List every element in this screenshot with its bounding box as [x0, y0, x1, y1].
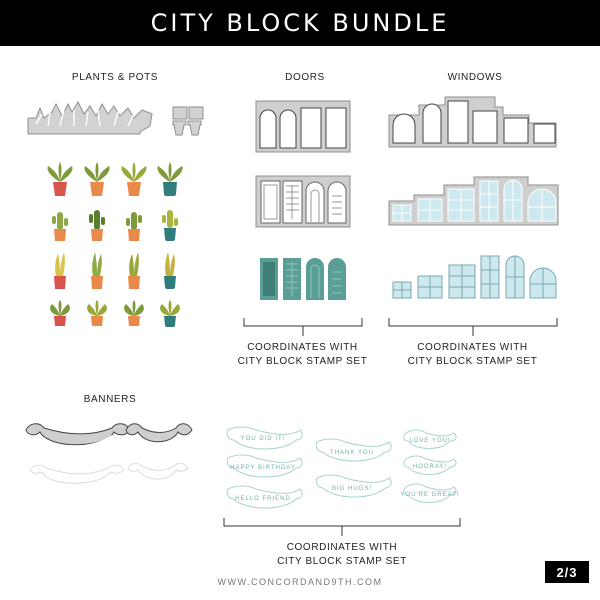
- window-stamped-blue: [393, 256, 556, 298]
- plant-item: [85, 162, 110, 196]
- windows-coordinates-line2: CITY BLOCK STAMP SET: [407, 356, 538, 367]
- banner-sentiment: THANK YOU: [330, 450, 374, 456]
- plant-item: [89, 210, 105, 241]
- sentiment-banners: [227, 427, 459, 508]
- window-dies-outline: [389, 97, 556, 147]
- plant-item: [128, 252, 140, 289]
- plant-item: [50, 300, 70, 326]
- banner-sentiment: YOU DID IT!: [240, 436, 286, 442]
- door-stamped-teal: [260, 258, 346, 300]
- windows-bracket: [389, 318, 557, 336]
- banner-sentiment: LOVE YOU!: [409, 438, 451, 444]
- footer-website-url: WWW.CONCORDAND9TH.COM: [217, 577, 383, 587]
- plant-item: [124, 300, 144, 326]
- page-indicator-badge: 2/3: [545, 561, 589, 583]
- banner-dies-outline: [26, 424, 192, 447]
- window-dies-detail: [389, 177, 558, 225]
- banner-sentiment: YOU'RE GREAT!: [400, 492, 460, 498]
- doors-coordinates-line1: COORDINATES WITH: [247, 342, 358, 353]
- plant-item: [54, 252, 66, 289]
- section-label-plants-pots: PLANTS & POTS: [71, 72, 159, 83]
- banner-dies-faint: [30, 463, 188, 483]
- plant-item: [126, 212, 142, 241]
- section-label-windows: WINDOWS: [447, 72, 503, 83]
- banner-sentiment: HOORAY!: [412, 464, 448, 470]
- doors-bracket: [244, 318, 362, 336]
- plant-grid: [48, 162, 183, 327]
- door-dies-outline: [256, 101, 350, 152]
- plant-item: [87, 300, 107, 326]
- section-label-banners: BANNERS: [83, 394, 137, 405]
- banner-sentiment: BIG HUGS!: [331, 486, 373, 492]
- pot-dies: [173, 107, 203, 135]
- door-dies-detail: [256, 176, 350, 227]
- banners-coordinates-line1: COORDINATES WITH: [286, 542, 398, 553]
- doors-coordinates-line2: CITY BLOCK STAMP SET: [237, 356, 368, 367]
- banner-sentiment: HAPPY BIRTHDAY: [230, 465, 296, 471]
- section-label-doors: DOORS: [285, 72, 325, 83]
- plant-item: [162, 210, 178, 241]
- plant-item: [52, 212, 68, 241]
- plant-item: [160, 300, 180, 327]
- plant-item: [48, 162, 73, 196]
- plant-item: [158, 162, 183, 196]
- page-title: CITY BLOCK BUNDLE: [150, 9, 450, 37]
- plant-item: [91, 252, 103, 289]
- plant-item: [122, 162, 147, 196]
- windows-coordinates-line1: COORDINATES WITH: [417, 342, 528, 353]
- banner-sentiment: HELLO FRIEND: [235, 496, 291, 502]
- banners-bracket: [224, 518, 460, 536]
- plant-dies-strip: [28, 102, 152, 134]
- banners-coordinates-line2: CITY BLOCK STAMP SET: [277, 556, 407, 567]
- plant-item: [164, 252, 176, 289]
